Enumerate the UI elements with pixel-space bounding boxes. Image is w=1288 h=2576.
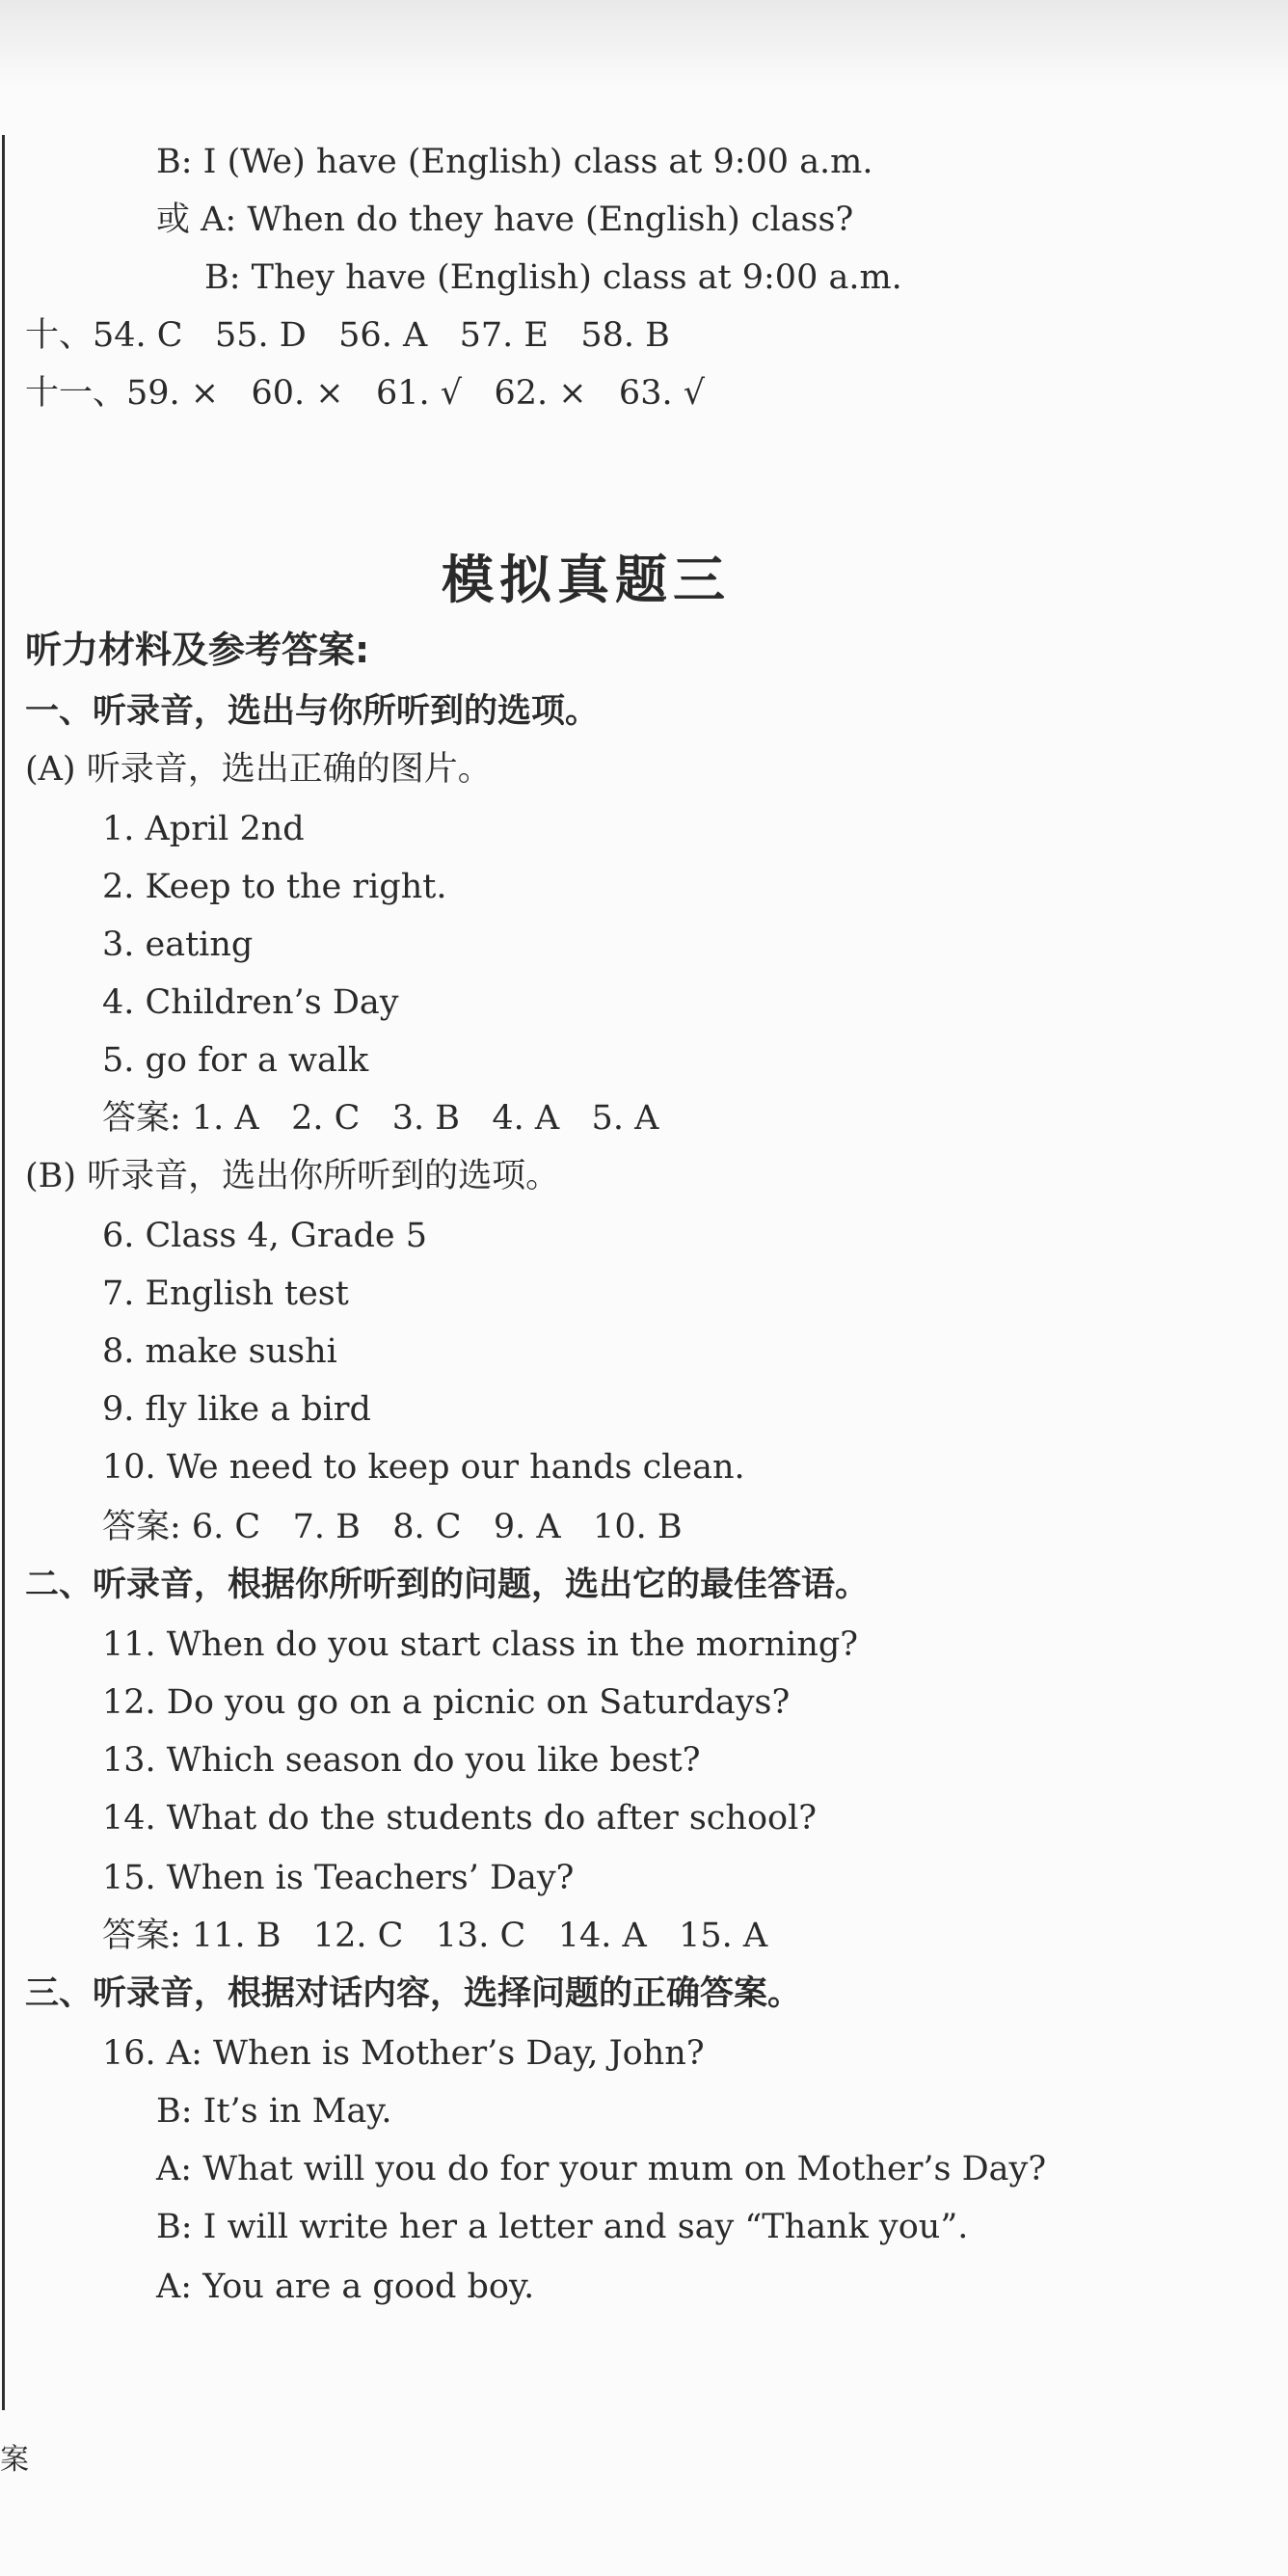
list-item: 9. fly like a bird	[102, 1390, 371, 1429]
list-item: 12. Do you go on a picnic on Saturdays?	[102, 1683, 791, 1722]
answer-row-10: 十、54. C 55. D 56. A 57. E 58. B	[25, 316, 670, 355]
top-line-3: B: They have (English) class at 9:00 a.m.	[204, 258, 902, 297]
part-b-answer: 答案: 6. C 7. B 8. C 9. A 10. B	[102, 1508, 683, 1546]
list-item: 8. make sushi	[102, 1332, 337, 1371]
list-item: 3. eating	[102, 926, 254, 964]
list-item: 10. We need to keep our hands clean.	[102, 1448, 745, 1487]
page-title: 模拟真题三	[442, 549, 731, 610]
list-item: 2. Keep to the right.	[102, 868, 447, 906]
section1-heading: 一、听录音，选出与你所听到的选项。	[25, 692, 600, 731]
section2-heading: 二、听录音，根据你所听到的问题，选出它的最佳答语。	[25, 1566, 870, 1604]
dialogue-line: B: I will write her a letter and say “Thank you”.	[156, 2208, 969, 2246]
dialogue-line: A: You are a good boy.	[156, 2267, 535, 2306]
list-item: 1. April 2nd	[102, 810, 305, 848]
section2-answer: 答案: 11. B 12. C 13. C 14. A 15. A	[102, 1917, 768, 1955]
list-item: 14. What do the students do after school?	[102, 1799, 818, 1838]
part-a-answer: 答案: 1. A 2. C 3. B 4. A 5. A	[102, 1099, 659, 1138]
list-item: 5. go for a walk	[102, 1041, 369, 1080]
answer-row-11: 十一、59. × 60. × 61. √ 62. × 63. √	[25, 374, 706, 413]
page-top-shade	[0, 0, 1288, 87]
list-item: 4. Children’s Day	[102, 983, 399, 1022]
top-line-1: B: I (We) have (English) class at 9:00 a.m.	[156, 143, 873, 181]
footer-mark: 案	[0, 2443, 29, 2477]
list-item: 13. Which season do you like best?	[102, 1741, 701, 1780]
subtitle: 听力材料及参考答案:	[25, 629, 370, 671]
section3-heading: 三、听录音，根据对话内容，选择问题的正确答案。	[25, 1974, 802, 2013]
dialogue-line: A: What will you do for your mum on Mother’s Day?	[156, 2150, 1047, 2188]
list-item: 15. When is Teachers’ Day?	[102, 1859, 575, 1897]
dialogue-line: 16. A: When is Mother’s Day, John?	[102, 2034, 705, 2073]
dialogue-line: B: It’s in May.	[156, 2092, 392, 2131]
margin-rule	[2, 135, 5, 2410]
part-b-heading: (B) 听录音，选出你所听到的选项。	[25, 1157, 560, 1195]
list-item: 7. English test	[102, 1275, 349, 1313]
list-item: 6. Class 4, Grade 5	[102, 1217, 427, 1255]
list-item: 11. When do you start class in the morning?	[102, 1625, 859, 1664]
top-line-2: 或 A: When do they have (English) class?	[156, 201, 854, 239]
part-a-heading: (A) 听录音，选出正确的图片。	[25, 750, 492, 789]
